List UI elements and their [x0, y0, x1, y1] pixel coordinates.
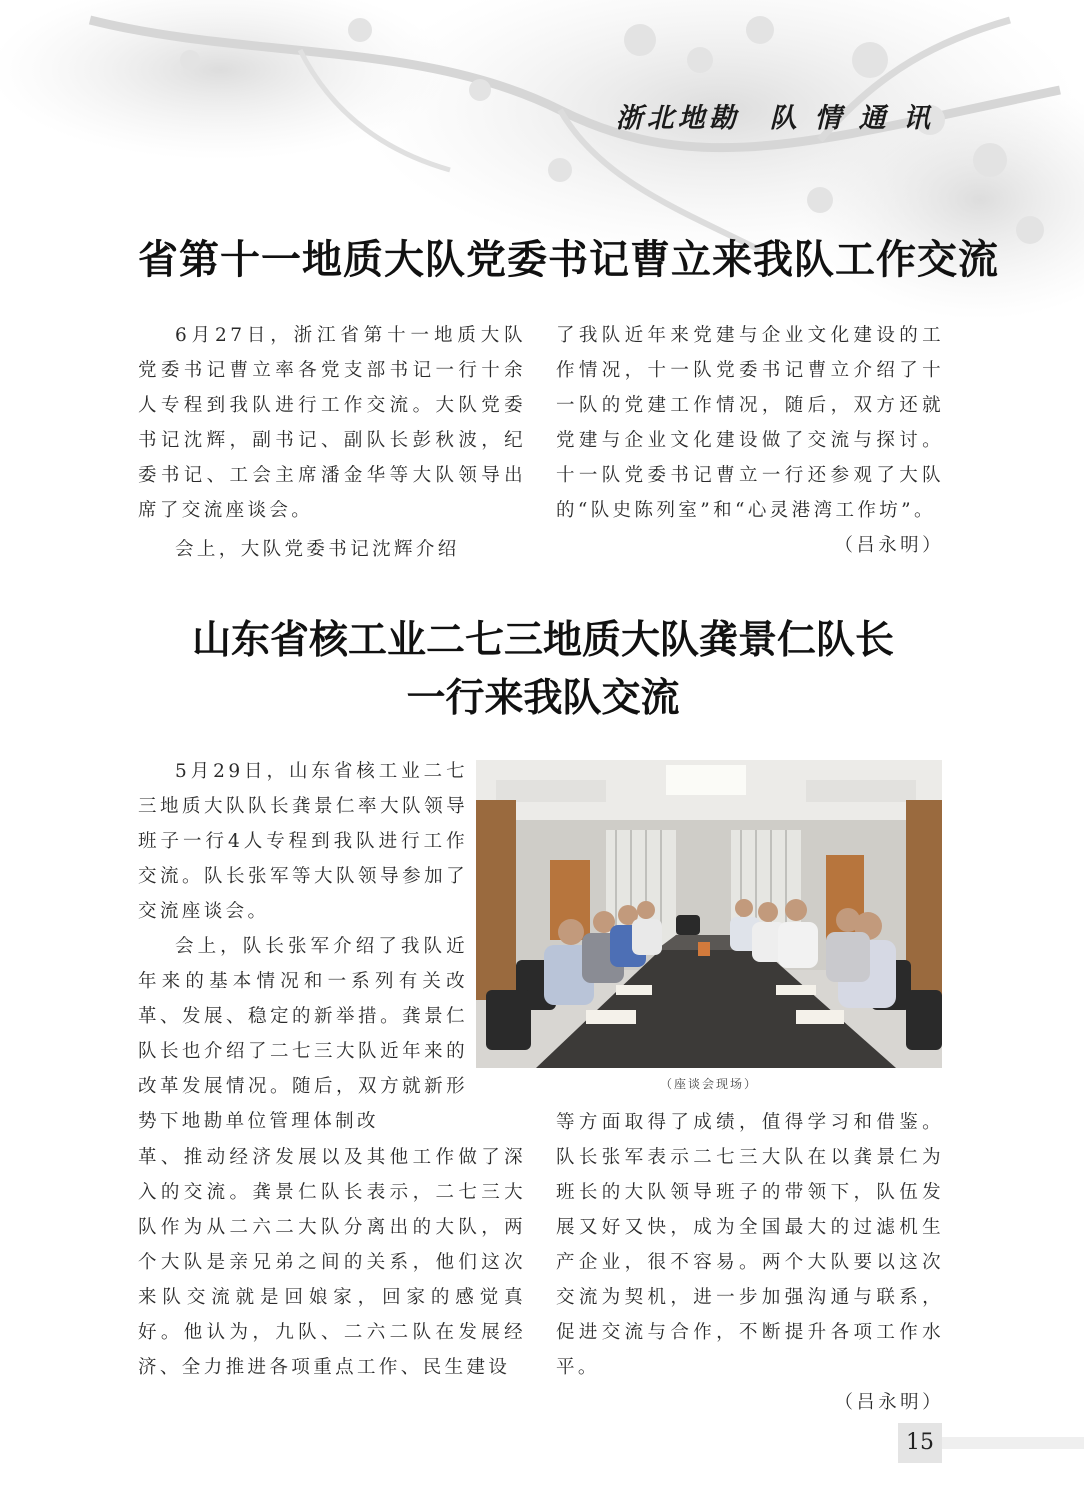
article1-title: 省第十一地质大队党委书记曹立来我队工作交流 [138, 237, 999, 283]
page-number-bar [942, 1437, 1084, 1449]
meeting-photo [476, 760, 942, 1068]
article2-paragraph-2c: 等方面取得了成绩，值得学习和借鉴。队长张军表示二七三大队在以龚景仁为班长的大队领导班子的带领下，队伍发展又好又快，成为全国最大的过滤机生产企业，很不容易。两个大队要以这次交流为契机，进一步加强沟通与联系，促进交流与合作，不断提升各项工作水平。 [556, 1112, 944, 1378]
article2-column-left-upper [138, 754, 468, 1139]
article2-title-line2: 一行来我队交流 [406, 676, 680, 721]
plum-blossom-background [0, 0, 1084, 360]
header-org: 浙北地勘 [615, 103, 740, 134]
article1-paragraph-2: 会上，大队党委书记沈辉介绍 [175, 539, 460, 560]
article2-column-right [556, 1105, 944, 1420]
article1-paragraph-1: 6月27日，浙江省第十一地质大队党委书记曹立率各党支部书记一行十余人专程到我队进行工作交流。大队党委书记沈辉，副书记、副队长彭秋波，纪委书记、工会主席潘金华等大队领导出席了交流座谈会。 [138, 325, 526, 521]
article2-paragraph-2a: 会上，队长张军介绍了我队近年来的基本情况和一系列有关改革、发展、稳定的新举措。龚景仁队长也介绍了二七三大队近年来的改革发展情况。随后，双方就新形势下地勘单位管理体制改 [138, 936, 468, 1132]
magazine-header [616, 96, 934, 135]
header-section: 队 情 通 讯 [769, 103, 934, 134]
article2-author: （吕永明） [834, 1392, 944, 1413]
article1-author: （吕永明） [834, 535, 944, 556]
article1-column-left-lower [138, 532, 526, 567]
article1-column-left [138, 318, 526, 528]
article1-paragraph-2-continued: 了我队近年来党建与企业文化建设的工作情况，十一队党委书记曹立介绍了十一队的党建工作情况，随后，双方还就党建与企业文化建设做了交流与探讨。十一队党委书记曹立一行还参观了大队的“队史陈列室”和“心灵港湾工作坊”。 [556, 325, 944, 521]
article2-paragraph-1: 5月29日，山东省核工业二七三地质大队队长龚景仁率大队领导班子一行4人专程到我队进行工作交流。队长张军等大队领导参加了交流座谈会。 [138, 761, 468, 922]
article2-column-left-lower [138, 1140, 526, 1385]
article2-title [138, 612, 948, 728]
article2-paragraph-2b: 革、推动经济发展以及其他工作做了深入的交流。龚景仁队长表示，二七三大队作为从二六二大队分离出的大队，两个大队是亲兄弟之间的关系，他们这次来队交流就是回娘家，回家的感觉真好。他认为，九队、二六二队在发展经济、全力推进各项重点工作、民生建设 [138, 1147, 526, 1378]
page-number: 15 [898, 1423, 942, 1463]
photo-caption: （座谈会现场） [659, 1077, 758, 1091]
article2-title-line1: 山东省核工业二七三地质大队龚景仁队长 [191, 618, 894, 663]
article1-column-right [556, 318, 944, 563]
